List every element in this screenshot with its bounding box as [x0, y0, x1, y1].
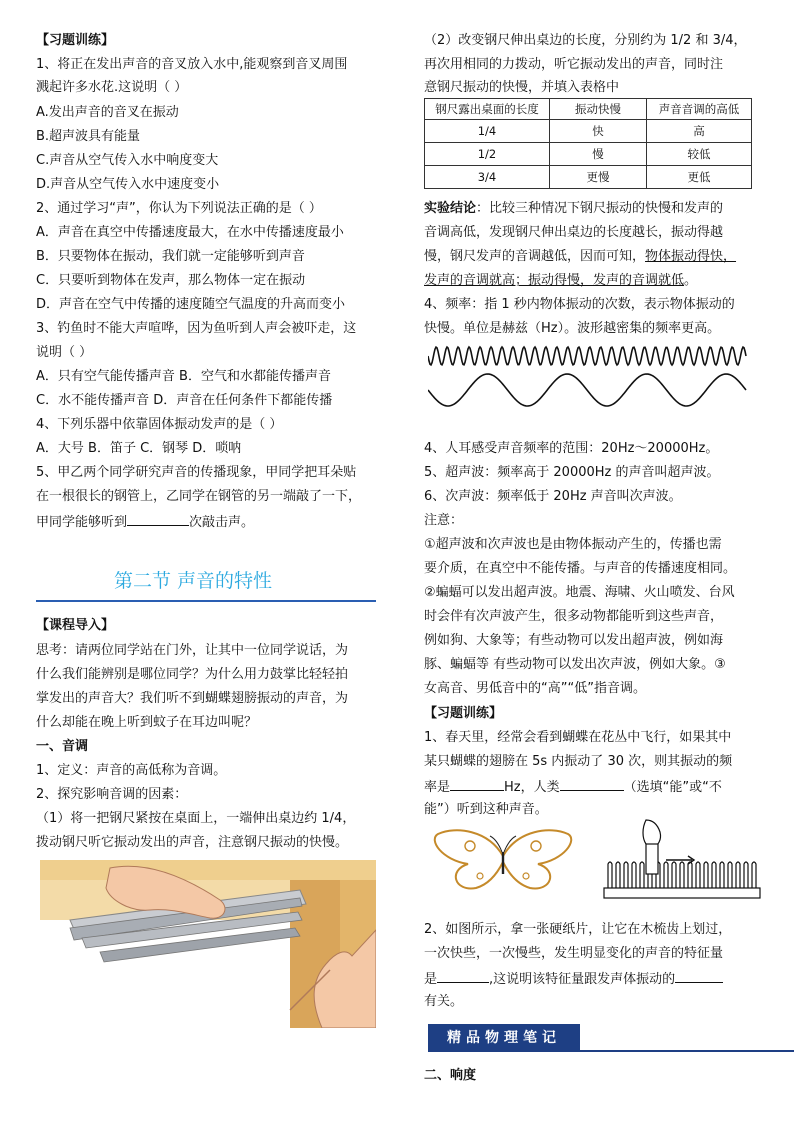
loudness-heading: 二、响度: [424, 1068, 477, 1083]
comb-tooth: [712, 862, 716, 888]
frequency-line2: 快慢。单位是赫兹（Hz）。波形越密集的频率更高。: [424, 321, 721, 336]
hearing-range: 4、人耳感受声音频率的范围：20Hz～20000Hz。: [424, 441, 719, 456]
answer-blank[interactable]: [675, 970, 723, 983]
table-cell: 1/4: [425, 120, 550, 143]
q2-option-b: B．只要物体在振动，我们就一定能够听到声音: [36, 249, 305, 264]
conclusion-text: 慢，钢尺发声的音调越低，因而可知，: [424, 249, 646, 264]
conclusion-key-text: 物体振动得快，: [645, 249, 737, 264]
table-header-cell: 声音音调的高低: [647, 99, 752, 120]
infrasonic-definition: 6、次声波：频率低于 20Hz 声音叫次声波。: [424, 489, 682, 504]
experiment2-line2: 再次用相同的力拨动，听它振动发出的声音，同时注: [424, 57, 724, 72]
note-line: 时会伴有次声波产生，很多动物都能听到这些声音，: [424, 609, 724, 624]
think-line1: 思考：请两位同学站在门外，让其中一位同学说话，为: [36, 643, 349, 658]
comb-tooth: [672, 862, 676, 888]
comb-tooth: [608, 862, 612, 888]
butterfly-illustration: [428, 826, 578, 898]
comb-tooth: [624, 862, 628, 888]
comb-tooth: [664, 862, 668, 888]
frequency-line1: 4、频率：指 1 秒内物体振动的次数，表示物体振动的: [424, 297, 735, 312]
conclusion-line2: 音调高低，发现钢尺伸出桌边的长度越长，振动得越: [424, 225, 724, 240]
comb-and-card-illustration: [600, 818, 766, 902]
table-header-row: [425, 99, 752, 120]
experiment-table: [424, 98, 752, 189]
low-frequency-wave-icon: [428, 370, 748, 410]
answer-blank[interactable]: [560, 778, 624, 791]
q4-options: A．大号 B．笛子 C．钢琴 D．唢呐: [36, 441, 242, 456]
comb-tooth: [616, 862, 620, 888]
note-line: 豚、蝙蝠等 有些动物可以发出次声波，例如大象。③: [424, 657, 726, 672]
q4-stem: 4、下列乐器中依靠固体振动发声的是（ ）: [36, 417, 283, 432]
note-line: ①超声波和次声波也是由物体振动产生的，传播也需: [424, 537, 722, 552]
q3-options-ab: A．只有空气能传播声音 B．空气和水都能传播声音: [36, 369, 331, 384]
comb-tooth: [632, 862, 636, 888]
comb-tooth: [752, 862, 756, 888]
table-header-cell: 振动快慢: [550, 99, 647, 120]
q2-stem: 2、通过学习“声”，你认为下列说法正确的是（ ）: [36, 201, 322, 216]
conclusion-text: ：比较三种情况下钢尺振动的快慢和发声的: [476, 201, 724, 216]
conclusion-line1: [424, 201, 723, 217]
notes-banner: 精品物理笔记: [428, 1024, 580, 1052]
think-line3: 掌发出的声音大？我们听不到蝴蝶翅膀振动的声音，为: [36, 691, 349, 706]
q1-option-d: D.声音从空气传入水中速度变小: [36, 177, 220, 192]
experiment1-line2: 拨动钢尺听它振动发出的声音，注意钢尺振动的快慢。: [36, 835, 349, 850]
note-line: 例如狗、大象等；有些动物可以发出超声波，例如海: [424, 633, 724, 648]
comb-tooth: [736, 862, 740, 888]
intro-heading: 【课程导入】: [36, 618, 115, 633]
e1-text: （选填“能”或“不: [623, 780, 722, 795]
e2-text: 是: [424, 972, 438, 987]
e2-line4: 有关。: [424, 994, 464, 1009]
experiment2-line3: 意钢尺振动的快慢，并填入表格中: [424, 80, 620, 95]
table-cell: 更慢: [550, 166, 647, 189]
q3-stem-line1: 3、钓鱼时不能大声喧哗，因为鱼听到人声会被吓走，这: [36, 321, 357, 336]
q1-option-a: A.发出声音的音叉在振动: [36, 105, 179, 120]
comb-tooth: [744, 862, 748, 888]
e1-line2: 某只蝴蝶的翅膀在 5s 内振动了 30 次，则其振动的频: [424, 754, 733, 769]
comb-tooth: [704, 862, 708, 888]
q5-text-b: 次敲击声。: [189, 515, 255, 530]
exercise-heading-2: 【习题训练】: [424, 706, 503, 721]
table-cell: 3/4: [425, 166, 550, 189]
e1-line4: 能”）听到这种声音。: [424, 802, 548, 817]
note-line: ②蝙蝠可以发出超声波。地震、海啸、火山喷发、台风: [424, 585, 735, 600]
e1-text: 率是: [424, 780, 451, 795]
note-label: 注意：: [424, 513, 464, 528]
e2-line3: [424, 970, 723, 988]
e2-line2: 一次快些，一次慢些，发生明显变化的声音的特征量: [424, 946, 724, 961]
note-line: 女高音、男低音中的“高”“低”指音调。: [424, 681, 646, 696]
table-row: [425, 143, 752, 166]
pitch-heading: 一、音调: [36, 739, 89, 754]
q3-stem-line2: 说明（ ）: [36, 345, 93, 360]
table-cell: 慢: [550, 143, 647, 166]
e1-text: Hz，人类: [504, 780, 560, 795]
section-title-rule: [36, 600, 376, 602]
e2-line1: 2、如图所示，拿一张硬纸片，让它在木梳齿上划过，: [424, 922, 732, 937]
pitch-factors: 2、探究影响音调的因素：: [36, 787, 188, 802]
ultrasonic-definition: 5、超声波：频率高于 20000Hz 的声音叫超声波。: [424, 465, 720, 480]
comb-tooth: [696, 862, 700, 888]
q1-stem-line2: 溅起许多水花.这说明（ ）: [36, 80, 188, 95]
experiment2-line1: （2）改变钢尺伸出桌边的长度，分别约为 1/2 和 3/4，: [424, 33, 747, 48]
e1-line1: 1、春天里，经常会看到蝴蝶在花丛中飞行，如果其中: [424, 730, 732, 745]
answer-blank[interactable]: [437, 970, 489, 983]
q1-option-c: C.声音从空气传入水中响度变大: [36, 153, 219, 168]
section-title: 第二节 声音的特性: [114, 570, 273, 592]
think-line2: 什么我们能辨别是哪位同学？为什么用力鼓掌比轻轻拍: [36, 667, 349, 682]
conclusion-text: 。: [684, 273, 698, 288]
answer-blank[interactable]: [450, 778, 504, 791]
table-header-cell: 钢尺露出桌面的长度: [425, 99, 550, 120]
conclusion-line3: [424, 249, 736, 265]
comb-tooth: [728, 862, 732, 888]
comb-tooth: [680, 862, 684, 888]
table-cell: 高: [647, 120, 752, 143]
conclusion-key-text: 发声的音调就高；振动得慢，发声的音调就低: [424, 273, 685, 288]
table-row: [425, 166, 752, 189]
notes-banner-rule: [580, 1050, 794, 1052]
answer-blank[interactable]: [127, 513, 189, 526]
table-cell: 1/2: [425, 143, 550, 166]
comb-tooth: [640, 862, 644, 888]
conclusion-label: 实验结论: [424, 201, 477, 216]
q5-text-a: 甲同学能够听到: [36, 515, 128, 530]
q1-stem-line1: 1、将正在发出声音的音叉放入水中,能观察到音叉周围: [36, 57, 348, 72]
table-row: [425, 120, 752, 143]
q2-option-d: D．声音在空气中传播的速度随空气温度的升高而变小: [36, 297, 346, 312]
q5-stem-line1: 5、甲乙两个同学研究声音的传播现象，甲同学把耳朵贴: [36, 465, 357, 480]
exercise-heading: 【习题训练】: [36, 33, 115, 48]
think-line4: 什么却能在晚上听到蚊子在耳边叫呢？: [36, 715, 258, 730]
e1-line3: [424, 778, 722, 796]
note-line: 要介质，在真空中不能传播。与声音的传播速度相同。: [424, 561, 737, 576]
q1-option-b: B.超声波具有能量: [36, 129, 141, 144]
q2-option-c: C．只要听到物体在发声，那么物体一定在振动: [36, 273, 306, 288]
conclusion-line4: [424, 273, 697, 289]
q3-options-cd: C．水不能传播声音 D．声音在任何条件下都能传播: [36, 393, 333, 408]
comb-tooth: [688, 862, 692, 888]
q5-stem-line2: 在一根很长的钢管上，乙同学在钢管的另一端敲了一下，: [36, 489, 362, 504]
e2-text: ,这说明该特征量跟发声体振动的: [489, 972, 676, 987]
q5-stem-line3: [36, 513, 254, 531]
experiment1-line1: （1）将一把钢尺紧按在桌面上，一端伸出桌边约 1/4，: [36, 811, 356, 826]
table-cell: 更低: [647, 166, 752, 189]
q2-option-a: A．声音在真空中传播速度最大，在水中传播速度最小: [36, 225, 344, 240]
high-frequency-wave-icon: [428, 344, 748, 368]
table-cell: 快: [550, 120, 647, 143]
ruler-on-table-illustration: [40, 860, 376, 1028]
comb-tooth: [720, 862, 724, 888]
table-cell: 较低: [647, 143, 752, 166]
pitch-definition: 1、定义：声音的高低称为音调。: [36, 763, 227, 778]
